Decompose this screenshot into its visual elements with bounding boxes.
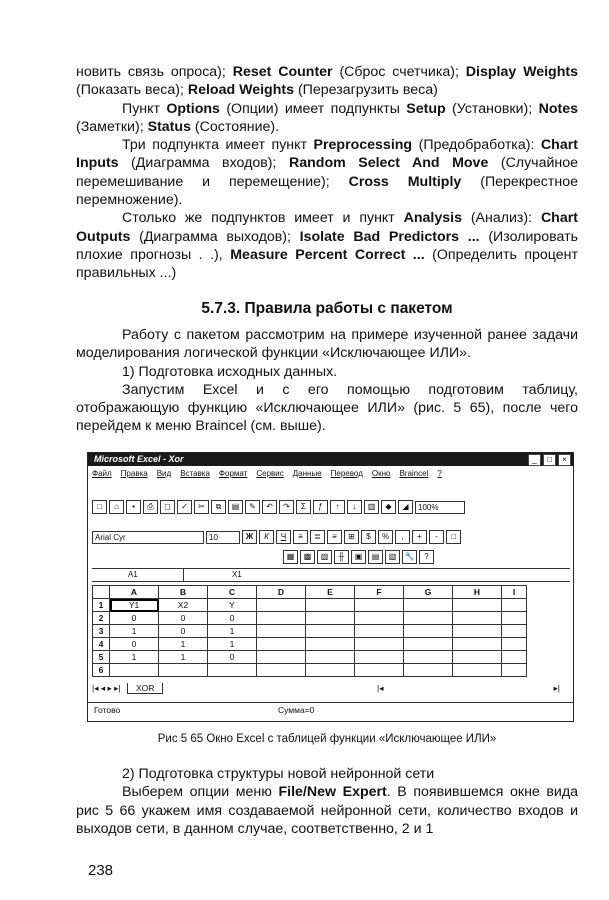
- sheet-nav-icon[interactable]: |◂ ◂ ▸ ▸|: [92, 683, 121, 693]
- align-center-icon[interactable]: ≣: [310, 530, 325, 544]
- column-header[interactable]: C: [208, 586, 257, 599]
- menu-edit[interactable]: Правка: [120, 469, 148, 478]
- cell[interactable]: [502, 638, 527, 651]
- paragraph-7: Запустим Excel и с его помощью подготовим таблицу, отображающую функцию «Исключающее ИЛИ» (рис. 5 65), после чего перейдем к меню Braincel (см. выше).: [76, 381, 578, 435]
- cell[interactable]: [453, 625, 502, 638]
- cut-icon[interactable]: ✂: [194, 500, 209, 514]
- cell[interactable]: Y: [208, 599, 257, 612]
- paragraph-8: 2) Подготовка структуры новой нейронной сети: [122, 766, 435, 782]
- excel-title-bar: [88, 453, 573, 466]
- braincel-icon-6[interactable]: ▤: [368, 550, 383, 564]
- cell[interactable]: 0: [208, 651, 257, 664]
- text-block-top: [76, 63, 578, 283]
- name-box[interactable]: A1: [92, 569, 184, 581]
- braincel-icon-1[interactable]: ▦: [283, 550, 298, 564]
- paragraph-9: Выберем опции меню File/New Expert. В появившемся окне вида рис 5 66 укажем имя создаваемой нейронной сети, количество входов и выходов сети, в данном случае, соответственно, 2 и 1: [76, 784, 579, 837]
- column-header[interactable]: I: [502, 586, 527, 599]
- status-bar: [88, 702, 573, 717]
- cell[interactable]: 1: [159, 651, 208, 664]
- column-header[interactable]: D: [257, 586, 306, 599]
- cell[interactable]: 1: [110, 651, 159, 664]
- status-sum: Сумма=0: [278, 705, 315, 715]
- cell[interactable]: [404, 664, 453, 677]
- horizontal-scrollbar[interactable]: |◂: [377, 683, 384, 693]
- cell[interactable]: 0: [110, 638, 159, 651]
- formatting-toolbar: [92, 529, 461, 545]
- window-controls: [528, 454, 571, 466]
- formula-bar: [92, 568, 570, 582]
- braincel-toolbar: [283, 549, 434, 565]
- table-row: [93, 638, 527, 651]
- sort-desc-icon[interactable]: ↓: [347, 500, 362, 514]
- row-header[interactable]: 5: [93, 651, 110, 664]
- paste-icon[interactable]: ▤: [228, 500, 243, 514]
- column-header[interactable]: B: [159, 586, 208, 599]
- cell[interactable]: X2: [159, 599, 208, 612]
- cell[interactable]: [502, 599, 527, 612]
- cell[interactable]: 1: [110, 625, 159, 638]
- table-row: [93, 651, 527, 664]
- spreadsheet-grid: [92, 585, 527, 677]
- open-icon[interactable]: ⌂: [109, 500, 124, 514]
- cell[interactable]: [404, 599, 453, 612]
- chart-icon[interactable]: ▥: [364, 500, 379, 514]
- underline-icon[interactable]: Ч: [276, 530, 291, 544]
- select-all-corner[interactable]: [93, 586, 110, 599]
- menu-insert[interactable]: Вставка: [180, 469, 210, 478]
- menu-braincel[interactable]: Braincel: [399, 469, 429, 478]
- cell[interactable]: [257, 612, 306, 625]
- row-header[interactable]: 2: [93, 612, 110, 625]
- braincel-icon-3[interactable]: ▨: [317, 550, 332, 564]
- italic-icon[interactable]: К: [259, 530, 274, 544]
- drawing-icon[interactable]: ◢: [398, 500, 413, 514]
- paragraph-5: Работу с пакетом рассмотрим на примере изученной ранее задачи моделирования логической функции «Исключающее ИЛИ».: [76, 327, 578, 362]
- braincel-icon-7[interactable]: ▧: [385, 550, 400, 564]
- cell[interactable]: [453, 638, 502, 651]
- bold-icon[interactable]: Ж: [242, 530, 257, 544]
- table-row: [93, 599, 527, 612]
- borders-icon[interactable]: □: [446, 530, 461, 544]
- row-header[interactable]: 1: [93, 599, 110, 612]
- sheet-tabs-bar: [92, 683, 570, 696]
- thousands-icon[interactable]: ,: [395, 530, 410, 544]
- column-header[interactable]: G: [404, 586, 453, 599]
- paragraph-4: Столько же подпунктов имеет и пункт Analysis (Анализ): Chart Outputs (Диаграмма выходов); Isolate Bad Predictors ... (Изолировать плохие прогнозы . .), Measure Percent Correct ... (Определить процент правильных ...): [76, 210, 578, 282]
- column-header[interactable]: E: [306, 586, 355, 599]
- cell[interactable]: [257, 625, 306, 638]
- minimize-icon[interactable]: _: [528, 454, 541, 466]
- print-icon[interactable]: ⎙: [143, 500, 158, 514]
- function-icon[interactable]: ƒ: [313, 500, 328, 514]
- cell[interactable]: [208, 664, 257, 677]
- cell[interactable]: [502, 625, 527, 638]
- menu-view[interactable]: Вид: [156, 469, 172, 478]
- paragraph-6: 1) Подготовка исходных данных.: [122, 363, 338, 380]
- help-icon[interactable]: ?: [419, 550, 434, 564]
- column-header[interactable]: F: [355, 586, 404, 599]
- menu-window[interactable]: Окно: [371, 469, 391, 478]
- cell[interactable]: Y1: [110, 599, 159, 612]
- cell[interactable]: 0: [208, 612, 257, 625]
- font-name-select[interactable]: Arial Cyr: [92, 531, 204, 544]
- cell[interactable]: [404, 651, 453, 664]
- zoom-select[interactable]: 100%: [415, 501, 465, 514]
- table-row: [93, 625, 527, 638]
- cell[interactable]: [404, 625, 453, 638]
- text-block-middle: [76, 326, 578, 436]
- braincel-icon-5[interactable]: ▣: [351, 550, 366, 564]
- cell[interactable]: [355, 612, 404, 625]
- figure-caption: Рис 5 65 Окно Excel с таблицей функции «Исключающее ИЛИ»: [157, 733, 497, 745]
- cell[interactable]: [306, 651, 355, 664]
- cell[interactable]: [355, 638, 404, 651]
- standard-toolbar: [92, 499, 465, 515]
- copy-icon[interactable]: ⧉: [211, 500, 226, 514]
- column-header-row: [93, 586, 527, 599]
- align-left-icon[interactable]: ≡: [293, 530, 308, 544]
- menu-translate[interactable]: Перевод: [330, 469, 363, 478]
- cell[interactable]: [355, 664, 404, 677]
- font-size-select[interactable]: 10: [206, 531, 240, 544]
- map-icon[interactable]: ◆: [381, 500, 396, 514]
- cell[interactable]: [502, 651, 527, 664]
- excel-window-figure: [87, 452, 574, 722]
- section-heading: 5.7.3. Правила работы с пакетом: [201, 300, 453, 317]
- brush-icon[interactable]: ✎: [245, 500, 260, 514]
- undo-icon[interactable]: ↶: [262, 500, 277, 514]
- status-ready: Готово: [94, 705, 121, 715]
- cell[interactable]: [306, 664, 355, 677]
- cell[interactable]: [404, 638, 453, 651]
- cell[interactable]: [404, 612, 453, 625]
- paragraph-1: новить связь опроса); Reset Counter (Сброс счетчика); Display Weights (Показать веса); Reload Weights (Перезагрузить веса): [76, 64, 579, 99]
- scroll-right-icon[interactable]: ▸|: [553, 683, 560, 693]
- page-number: 238: [88, 862, 114, 879]
- table-row: [93, 664, 527, 677]
- cell[interactable]: 0: [110, 612, 159, 625]
- menu-help[interactable]: ?: [437, 469, 442, 478]
- cell[interactable]: [355, 651, 404, 664]
- cell[interactable]: [355, 625, 404, 638]
- column-header[interactable]: H: [453, 586, 502, 599]
- cell[interactable]: [257, 638, 306, 651]
- menu-data[interactable]: Данные: [292, 469, 322, 478]
- cell[interactable]: 0: [159, 612, 208, 625]
- cell[interactable]: [453, 599, 502, 612]
- wrench-icon[interactable]: 🔧: [402, 550, 417, 564]
- decrease-decimal-icon[interactable]: -: [429, 530, 444, 544]
- sort-asc-icon[interactable]: ↑: [330, 500, 345, 514]
- cell[interactable]: 1: [208, 638, 257, 651]
- row-header[interactable]: 6: [93, 664, 110, 677]
- menu-file[interactable]: Файл: [92, 469, 112, 478]
- braincel-icon-2[interactable]: ▩: [300, 550, 315, 564]
- align-right-icon[interactable]: ≡: [327, 530, 342, 544]
- redo-icon[interactable]: ↷: [279, 500, 294, 514]
- percent-icon[interactable]: %: [378, 530, 393, 544]
- cell[interactable]: [257, 651, 306, 664]
- cell[interactable]: [453, 651, 502, 664]
- column-header[interactable]: A: [110, 586, 159, 599]
- excel-title: Microsoft Excel - Xor: [94, 454, 184, 464]
- cell[interactable]: [110, 664, 159, 677]
- sum-icon[interactable]: Σ: [296, 500, 311, 514]
- table-row: [93, 612, 527, 625]
- cell[interactable]: [306, 638, 355, 651]
- cell[interactable]: [306, 599, 355, 612]
- merge-icon[interactable]: ⊞: [344, 530, 359, 544]
- cell[interactable]: [306, 612, 355, 625]
- paragraph-2: Пункт Options (Опции) имеет подпункты Setup (Установки); Notes (Заметки); Status (Состояние).: [76, 100, 578, 135]
- cell[interactable]: [502, 612, 527, 625]
- increase-decimal-icon[interactable]: +: [412, 530, 427, 544]
- paragraph-3: Три подпункта имеет пункт Preprocessing (Предобработка): Chart Inputs (Диаграмма входов); Random Select And Move (Случайное перемешивание и перемещение); Cross Multiply (Перекрестное перемножение).: [76, 137, 579, 209]
- currency-icon[interactable]: $: [361, 530, 376, 544]
- cell[interactable]: [453, 612, 502, 625]
- new-icon[interactable]: □: [92, 500, 107, 514]
- row-header[interactable]: 3: [93, 625, 110, 638]
- save-icon[interactable]: ▪: [126, 500, 141, 514]
- row-header[interactable]: 4: [93, 638, 110, 651]
- spell-icon[interactable]: ✓: [177, 500, 192, 514]
- menu-format[interactable]: Формат: [218, 469, 248, 478]
- cell[interactable]: [502, 664, 527, 677]
- braincel-icon-4[interactable]: ╫: [334, 550, 349, 564]
- cell[interactable]: [306, 625, 355, 638]
- sheet-tab-xor[interactable]: XOR: [127, 683, 163, 694]
- cell[interactable]: [453, 664, 502, 677]
- cell[interactable]: [257, 664, 306, 677]
- cell[interactable]: 1: [208, 625, 257, 638]
- preview-icon[interactable]: ◻: [160, 500, 175, 514]
- cell[interactable]: [159, 664, 208, 677]
- cell[interactable]: 0: [159, 625, 208, 638]
- cell[interactable]: [257, 599, 306, 612]
- menu-tools[interactable]: Сервис: [256, 469, 284, 478]
- cell[interactable]: 1: [159, 638, 208, 651]
- close-icon[interactable]: ×: [558, 454, 571, 466]
- text-block-bottom: [76, 765, 578, 838]
- formula-value[interactable]: X1: [232, 570, 242, 579]
- maximize-icon[interactable]: □: [543, 454, 556, 466]
- excel-menu-bar: [88, 467, 573, 481]
- cell[interactable]: [355, 599, 404, 612]
